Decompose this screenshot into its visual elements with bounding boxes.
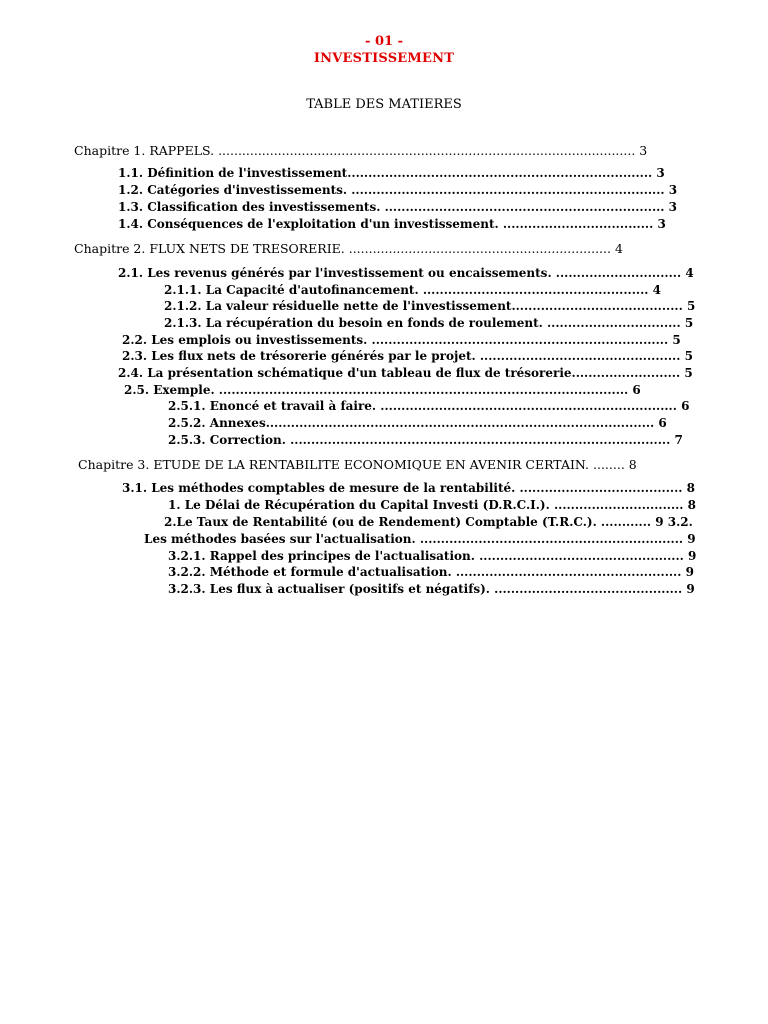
toc-entry-text: 2.3. Les flux nets de trésorerie générés par le projet. ................................................ bbox=[122, 349, 681, 363]
toc-entry-chapter-1[interactable] bbox=[74, 142, 694, 159]
toc-entry-page: 3 bbox=[639, 143, 648, 158]
toc-entry-text: 2.5.1. Enoncé et travail à faire. ....................................................................... bbox=[168, 399, 677, 413]
toc-heading: TABLE DES MATIERES bbox=[306, 97, 462, 112]
toc-entry-text: 3.2.3. Les flux à actualiser (positifs et négatifs). ............................................. bbox=[168, 582, 683, 596]
toc-entry-text: 2.4. La présentation schématique d'un tableau de flux de trésorerie.......................... bbox=[118, 366, 681, 380]
toc-entry-text: 2.5.2. Annexes............................................................................................. bbox=[168, 416, 655, 430]
toc-entry-2-1[interactable] bbox=[118, 265, 696, 282]
toc-entry-page: 8 bbox=[686, 481, 695, 495]
toc-entry-3-1-1[interactable] bbox=[168, 497, 696, 514]
toc-entry-page: 8 bbox=[687, 498, 696, 512]
toc-entry-1-1[interactable] bbox=[118, 165, 696, 182]
toc-entry-page: 5 bbox=[684, 316, 694, 330]
toc-entry-text: 2.Le Taux de Rentabilité (ou de Rendement) Comptable (T.R.C.). ............ bbox=[164, 515, 652, 529]
toc-entry-1-4[interactable] bbox=[118, 216, 696, 233]
toc-entry-2-2[interactable] bbox=[122, 332, 696, 349]
toc-entry-2-5-1[interactable] bbox=[168, 398, 696, 415]
toc-entry-text: 2.5.3. Correction. ........................................................................................... bbox=[168, 433, 671, 447]
toc-entry-3-1[interactable] bbox=[122, 480, 696, 497]
toc-entry-text: Chapitre 1. RAPPELS. ......................................................................................................... bbox=[74, 143, 636, 158]
toc-entry-page: 3 bbox=[668, 200, 678, 214]
toc-entry-page: 5 bbox=[684, 349, 693, 363]
toc-entry-text: 2.5. Exemple. .................................................................................................. bbox=[124, 383, 629, 397]
toc-entry-3-2-1[interactable] bbox=[168, 548, 696, 565]
toc-entry-page: 3 bbox=[657, 217, 666, 231]
toc-entry-page: 9 3.2. bbox=[655, 515, 693, 529]
toc-entry-chapter-2[interactable] bbox=[74, 240, 694, 257]
toc-entry-2-5-3[interactable] bbox=[168, 432, 696, 449]
toc-entry-2-3[interactable] bbox=[122, 348, 696, 365]
page-number: - 01 - bbox=[365, 34, 403, 49]
toc-entry-3-2-2[interactable] bbox=[168, 564, 696, 581]
toc-entry-text: 2.1. Les revenus générés par l'investissement ou encaissements. .............................. bbox=[118, 266, 682, 280]
toc-entry-text: Chapitre 3. ETUDE DE LA RENTABILITE ECONOMIQUE EN AVENIR CERTAIN. ........ bbox=[78, 457, 625, 472]
toc-entry-2-4[interactable] bbox=[118, 365, 696, 382]
toc-entry-3-2-3[interactable] bbox=[168, 581, 696, 598]
toc-entry-page: 3 bbox=[656, 166, 665, 180]
toc-entry-3-2[interactable] bbox=[144, 531, 696, 548]
toc-entry-text: 2.1.3. La récupération du besoin en fonds de roulement. ................................ bbox=[164, 316, 681, 330]
toc-entry-page: 4 bbox=[614, 241, 623, 256]
toc-entry-text: 2.1.1. La Capacité d'autofinancement. ...................................................... bbox=[164, 283, 649, 297]
toc-entry-2-1-2[interactable] bbox=[164, 298, 696, 315]
toc-entry-text: 3.1. Les méthodes comptables de mesure de la rentabilité. ....................................... bbox=[122, 481, 683, 495]
toc-entry-2-1-3[interactable] bbox=[164, 315, 696, 332]
toc-entry-page: 6 bbox=[681, 399, 690, 413]
toc-entry-page: 6 bbox=[632, 383, 641, 397]
toc-entry-page: 5 bbox=[672, 333, 681, 347]
toc-entry-text: 2.1.2. La valeur résiduelle nette de l'investissement......................................... bbox=[164, 299, 683, 313]
toc-entry-page: 4 bbox=[685, 266, 694, 280]
document-title: INVESTISSEMENT bbox=[313, 51, 455, 66]
toc-entry-page: 7 bbox=[674, 433, 683, 447]
toc-entry-2-5[interactable] bbox=[124, 382, 696, 399]
toc-entry-1-3[interactable] bbox=[118, 199, 696, 216]
toc-entry-page: 9 bbox=[686, 582, 695, 596]
toc-entry-text: 1.4. Conséquences de l'exploitation d'un investissement. .................................... bbox=[118, 217, 654, 231]
toc-entry-2-5-2[interactable] bbox=[168, 415, 696, 432]
toc-entry-page: 3 bbox=[668, 183, 678, 197]
toc-entry-text: 3.2.1. Rappel des principes de l'actualisation. ................................................. bbox=[168, 549, 684, 563]
toc-entry-page: 5 bbox=[684, 366, 693, 380]
toc-entry-text: 2.2. Les emplois ou investissements. ....................................................................... bbox=[122, 333, 669, 347]
toc-entry-2-1-1[interactable] bbox=[164, 282, 696, 299]
toc-entry-text: 3.2.2. Méthode et formule d'actualisation. ...................................................... bbox=[168, 565, 682, 579]
toc-entry-text: Chapitre 2. FLUX NETS DE TRESORERIE. .................................................................. bbox=[74, 241, 611, 256]
toc-entry-page: 8 bbox=[628, 457, 637, 472]
toc-entry-page: 9 bbox=[687, 532, 696, 546]
toc-entry-1-2[interactable] bbox=[118, 182, 696, 199]
toc-entry-text: 1. Le Délai de Récupération du Capital Investi (D.R.C.I.). ............................... bbox=[168, 498, 684, 512]
toc-entry-text: 1.3. Classification des investissements. ................................................................... bbox=[118, 200, 665, 214]
toc-entry-page: 9 bbox=[685, 565, 694, 579]
toc-entry-text: Les méthodes basées sur l'actualisation. ............................................................... bbox=[144, 532, 684, 546]
toc-entry-3-1-2[interactable] bbox=[164, 514, 696, 531]
toc-entry-chapter-3[interactable] bbox=[78, 456, 694, 473]
toc-entry-page: 6 bbox=[658, 416, 667, 430]
toc-entry-page: 4 bbox=[652, 283, 661, 297]
toc-entry-text: 1.1. Définition de l'investissement......................................................................... bbox=[118, 166, 653, 180]
toc-entry-text: 1.2. Catégories d'investissements. ........................................................................... bbox=[118, 183, 665, 197]
toc-entry-page: 9 bbox=[688, 549, 696, 563]
toc-entry-page: 5 bbox=[686, 299, 696, 313]
